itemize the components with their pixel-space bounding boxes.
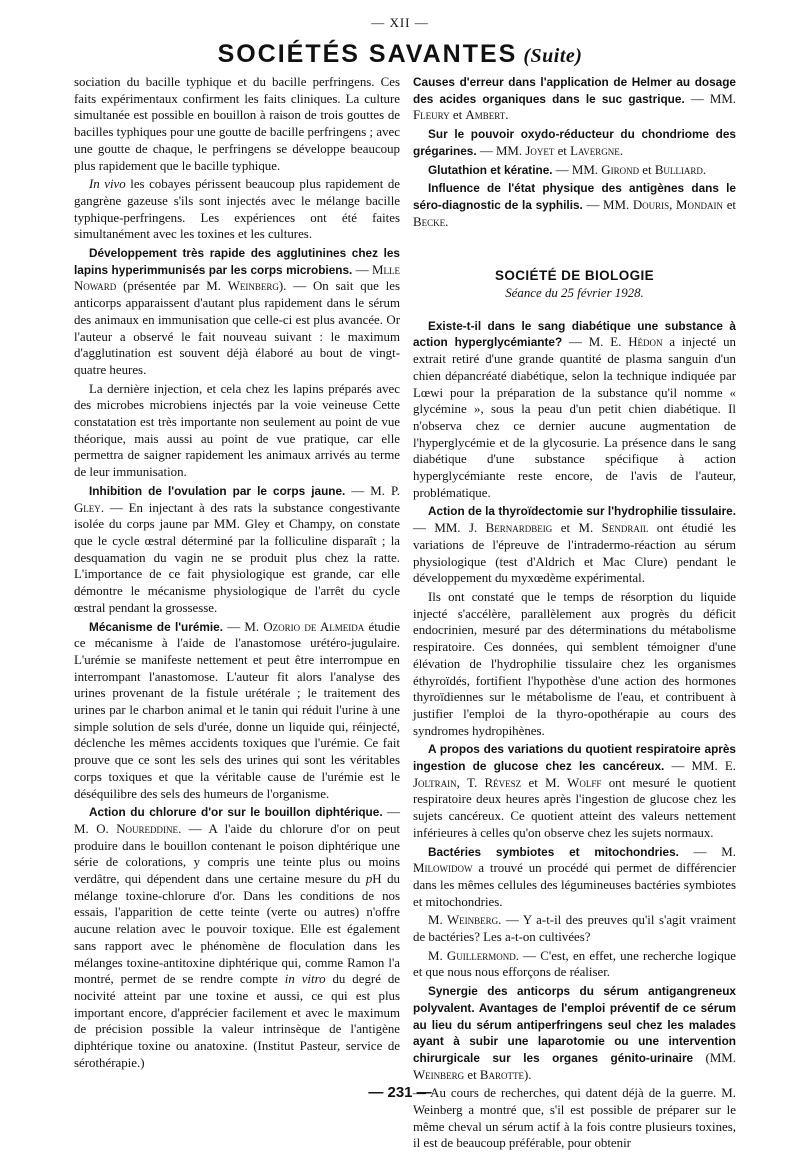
paragraph <box>413 912 736 945</box>
author-name: Milowidow <box>413 861 473 876</box>
author-name: Sendrail <box>601 521 649 536</box>
text: étudie ce mécanisme à l'aide de l'anastomose urétéro-jugulaire. L'urémie se manifeste nettement et peut être interrompue en interrompant l'anastomose. L'auteur fit alors l'analyse des urines provenant de la fistule urétérale ; le traitement des urines par le charbon animal et le tanin qui réduit l'urine à une simple solution de sels d'urée, donne un liquide qui, réinjecté, déclenche les mêmes accidents toxiques que l'urémie. Ce fait prouve que ce sont les sels des urines qui sont les véritables corps toxiques et que la véritable cause de l'urémie est le déséquilibre des sels des humeurs de l'organisme. <box>74 619 400 801</box>
text: — <box>352 262 373 277</box>
article-heading: Développement très rapide des agglutinines chez les lapins hyperimmunisés par les corps microbiens. <box>74 246 400 277</box>
author-name: Weinberg <box>413 1067 465 1082</box>
paragraph: Ils ont constaté que le temps de résorption du liquide injecté s'accélère, parallèlement aux progrès du déficit endocrinien, mesuré par des déterminations du métabolisme respiratoire. Ces données, qui semblent témoigner d'une élévation de l'hydrophilie tissulaire chez les organismes éthyroïdés, fortifient l'hypothèse d'une action des hormones thyroïdiennes sur le métabolisme de l'eau, et contribuent à justifier l'emploi de la thyro-opothérapie au cours des syndromes hydropihènes. <box>413 589 736 738</box>
article-heading: Action de la thyroïdectomie sur l'hydrophilie tissulaire. <box>428 504 736 519</box>
article-entry <box>413 503 736 587</box>
article-heading: Existe-t-il dans le sang diabétique une substance à action hyperglycémiante? <box>413 318 736 350</box>
text: . <box>445 214 449 229</box>
page-number: — 231 — <box>368 1084 432 1101</box>
text: ). — On sait que les anticorps apparaissent d'autant plus rapidement dans le sérum des animaux en immunisation que celle-ci est plus avancée. Or l'auteur a observé le fait nouveau suivant : le maximum d'agglutination est souvent déjà élaboré au bout de vingt-quatre heures. <box>74 279 401 377</box>
author-name: Bernardbeig <box>485 521 553 536</box>
author-name: Gley <box>74 500 101 515</box>
text: — M. <box>678 844 736 859</box>
article-entry <box>413 844 736 911</box>
text: . — A l'aide du chlorure d'or on peut produire dans le bouillon contenant le poison diphtérique une série de colorations, y compris une teinte plus ou moins verdâtre, qui dépendent dans une certaine mesure du <box>74 821 400 887</box>
text: — M. <box>223 619 264 634</box>
article-entry <box>413 162 736 179</box>
article-entry <box>74 483 400 617</box>
author-name: Barotte <box>479 1067 525 1082</box>
author-name: Joltrain <box>413 775 457 790</box>
author-name: M. Guillermond <box>428 948 516 963</box>
text: (MM. <box>693 1050 736 1065</box>
article-heading: Causes d'erreur dans l'application de Helmer au dosage des acides organiques dans le suc gastrique. <box>413 75 736 106</box>
paragraph: sociation du bacille typhique et du bacille perfringens. Ces faits expérimentaux confirment les faits cliniques. La culture simultanée est possible en bouillon à raison de trois gouttes de bacilles typhiques pour une goutte de bacille perfringens ; avec une goutte de chaque, le perfringens se développe beaucoup plus rapidement que le bacille typhique. <box>74 75 400 173</box>
right-column <box>413 74 736 1154</box>
author-name: Becke <box>413 214 446 229</box>
author-name: Fleury <box>413 108 450 123</box>
article-heading: Mécanisme de l'urémie. <box>89 619 224 634</box>
author-name: Révesz <box>484 775 522 790</box>
text: — M. O. <box>74 805 400 836</box>
text: . <box>702 162 707 177</box>
author-name: Girond <box>601 162 640 177</box>
session-date: Séance du 25 février 1928. <box>505 286 644 301</box>
text: a injecté un extrait retiré d'une grande quantité de plasma sanguin d'un chien dépancréaté diabétique, selon la technique indiquée par Lœwi pour la préparation de la substance qu'il nomme « glycémine », sous la peau d'un petit chien diabétique. Il n'observa chez ce dernier aucune augmentation de l'hyperglycémie et de la glycosurie. La présence dans le sang diabétique d'une substance spécifique à action hyperglycémiante reste encore, de l'avis de l'auteur, problématique. <box>413 335 736 500</box>
page-roman-numeral: — XII — <box>371 15 429 30</box>
article-heading: Glutathion et kératine. <box>428 162 553 177</box>
text: a trouvé un procédé qui permet de différencier dans les mêmes cellules des légumineuses bactéries symbiotes et mitochondries. <box>413 861 736 909</box>
paragraph <box>413 948 736 981</box>
text: (présentée par M. <box>116 279 228 294</box>
article-heading: A propos des variations du quotient respiratoire après ingestion de glucose chez les cancéreux. <box>413 742 736 774</box>
text: . <box>619 143 624 158</box>
paragraph: La dernière injection, et cela chez les lapins préparés avec des microbes microbiens injectés par la voie veineuse Cette constatation est très importante non seulement au point de vue théorique, mais aussi au point de vue pratique, car elle permettra de saigner rapidement les animaux arrivés au terme de leur immunisation. <box>74 381 400 480</box>
text: — MM. <box>582 197 633 212</box>
article-entry <box>74 245 400 379</box>
italic-text: in vitro <box>284 972 326 987</box>
italic-text: p <box>365 872 373 887</box>
text: — MM. <box>476 143 526 158</box>
italic-text: In vivo <box>89 177 126 192</box>
text: et <box>639 162 655 177</box>
section-title: SOCIÉTÉ DE BIOLOGIE <box>494 268 655 284</box>
article-entry <box>413 74 736 124</box>
text: . — Y a-t-il des preuves qu'il s'agit vraiment de bactéries? Les a-t-on cultivées? <box>413 913 736 945</box>
header-suite: (Suite) <box>523 45 583 67</box>
article-entry <box>413 180 736 230</box>
article-entry <box>74 619 400 803</box>
article-heading: Inhibition de l'ovulation par le corps jaune. <box>89 483 346 498</box>
article-entry <box>74 804 400 1071</box>
paragraph <box>74 176 400 243</box>
text: H du mélange toxine-chlorure d'or. Dans les conditions de nos essais, l'apparition de cette teinte (verte ou autres) n'offre aucune relation avec le pouvoir toxique. Elle est également sans rapport avec le phénomène de floculation dans les mélanges toxine-antitoxine diphtérique qui, comme Ramon l'a montré, permet de se rendre compte <box>74 872 400 987</box>
author-name: M. Weinberg <box>428 913 499 928</box>
author-name: Ambert <box>465 108 506 123</box>
author-name: Noward <box>74 279 117 294</box>
article-heading: Sur le pouvoir oxydo-réducteur du chondriome des grégarines. <box>413 127 736 158</box>
text: ont étudié les variations de l'épreuve de l'intradermo-réaction au sérum physiologique (test d'Aldrich et Mac Clure) pendant le développement du myxœdème expérimental. <box>413 521 736 586</box>
text: ). <box>524 1067 532 1082</box>
author-name: Hédon <box>628 335 663 350</box>
header-title: SOCIÉTÉS SAVANTES <box>217 40 518 68</box>
article-heading: Action du chlorure d'or sur le bouillon diphtérique. <box>89 805 383 820</box>
article-entry <box>413 318 736 502</box>
text: et <box>554 143 571 158</box>
text: . — C'est, en effet, une recherche logique et que nous nous efforçons de réaliser. <box>413 948 736 980</box>
text: — MM. J. <box>413 521 486 536</box>
article-heading: Influence de l'état physique des antigènes dans le séro-diagnostic de la syphilis. <box>413 181 736 212</box>
text: — M. E. <box>562 335 629 350</box>
text: ont mesuré le quotient respiratoire deux heures après l'ingestion de glucose chez les sujets cancéreux. Ce quotient atteint des valeurs nettement inférieures à celles qu'on observe chez les sujets normaux. <box>413 775 737 840</box>
text: — MM. <box>552 162 602 177</box>
text: du degré de nocivité atteint par une toxine et aussi, ce qui est plus important encore, d'apprécier facilement et avec le maximum de précision possible la valeur intrinsèque de l'antigène diphtérique toxine ou anatoxine. (Institut Pasteur, service de sérothérapie.) <box>74 972 400 1070</box>
text: et <box>723 197 737 212</box>
text: — MM. <box>684 91 736 106</box>
article-heading: Synergie des anticorps du sérum antigangreneux polyvalent. Avantages de l'emploi préventif de ce sérum au lieu du sérum antiperfringens seul chez les malades ayant à subir une laparotomie ou une intervention chirurgicale sur les organes génito-urinaire <box>413 984 736 1065</box>
text: — M. P. <box>345 483 400 498</box>
author-name: Weinberg <box>227 279 279 294</box>
paragraph: — Au cours de recherches, qui datent déjà de la guerre. M. Weinberg a montré que, s'il est possible de préparer sur le même cheval un sérum actif à la fois contre plusieurs toxines, il est de beaucoup préférable, pour obtenir <box>413 1086 736 1151</box>
text: et M. <box>521 775 568 790</box>
author-name: Bulliard <box>654 162 703 177</box>
page-header <box>0 40 800 69</box>
author-name: Lavergne <box>570 143 620 158</box>
text: — MM. E. <box>664 759 736 774</box>
article-entry <box>413 983 736 1083</box>
author-name: Joyet <box>525 143 555 158</box>
text: Mlle <box>372 262 400 277</box>
left-column <box>74 74 400 1073</box>
text: , T. <box>456 775 485 790</box>
article-entry <box>413 741 736 841</box>
author-name: Ozorio de Almeida <box>263 619 365 634</box>
text: et M. <box>552 521 602 536</box>
text: et <box>449 108 466 123</box>
author-name: Douris, Mondain <box>632 197 724 212</box>
text: les cobayes périssent beaucoup plus rapidement de gangrène gazeuse s'ils sont injectés avec le mélange bacille typhique-perfringens. Les expériences ont été faites simultanément avec les toxines et les cultures. <box>74 177 401 242</box>
article-entry <box>413 126 736 159</box>
author-name: Noureddine <box>116 821 179 836</box>
text: et <box>464 1067 480 1082</box>
text: . — En injectant à des rats la substance congestivante isolée du corps jaune par MM. Gley et Champy, on constate que le cycle œstral déterminé par la folliculine disparaît ; la desquamation du vagin ne se produit plus chez la ratte. L'importance de ce fait physiologique est grande, car elle démontre le mécanisme physiologique de l'arrêt du cycle œstral pendant la grossesse. <box>74 500 400 615</box>
article-heading: Bactéries symbiotes et mitochondries. <box>428 844 679 859</box>
text: . <box>505 108 509 123</box>
author-name: Wolff <box>567 775 602 790</box>
